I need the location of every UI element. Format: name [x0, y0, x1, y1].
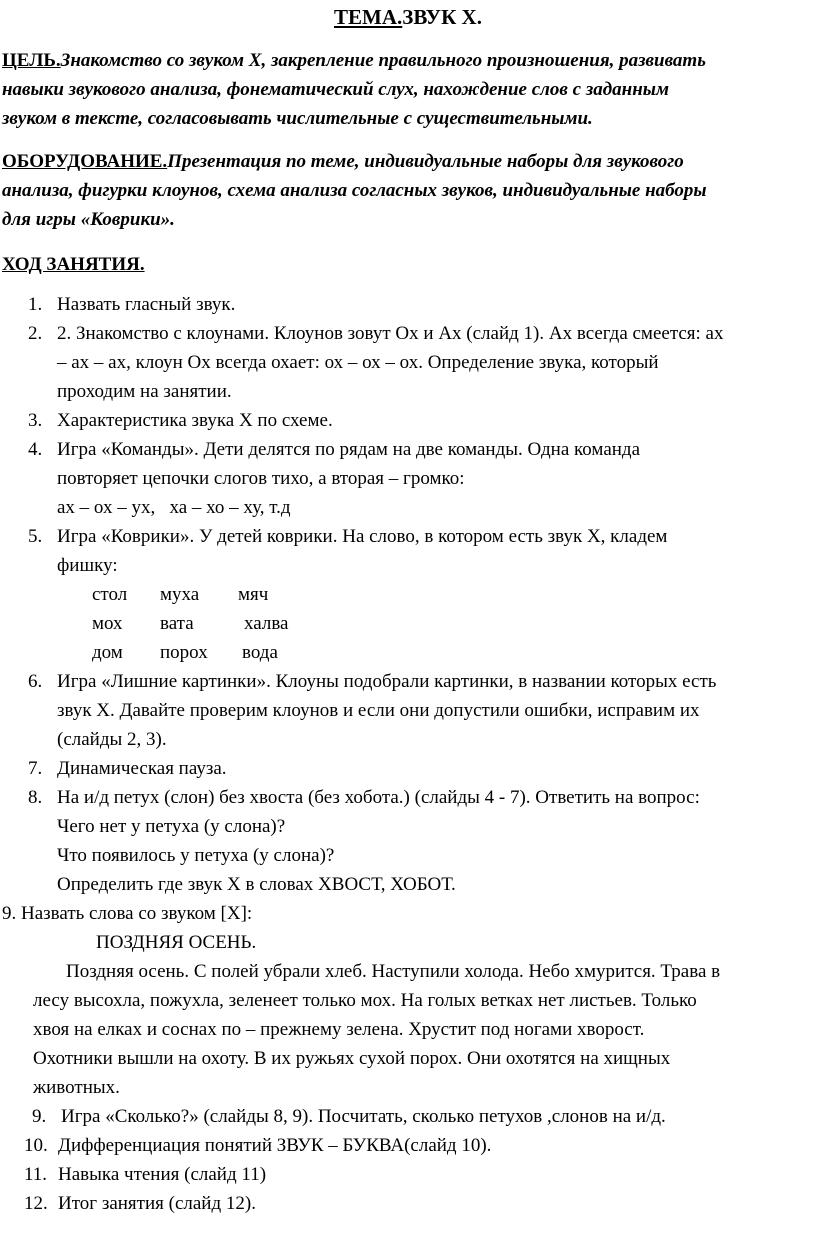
step-text: Дифференциация понятий ЗВУК – БУКВА(слайд 10). [58, 1135, 492, 1156]
equipment-line-3: для игры «Коврики». [2, 209, 175, 230]
step-text: Игра «Коврики». У детей коврики. На слово, в котором есть звук Х, кладем [57, 526, 668, 547]
step-number: 6. [28, 671, 43, 692]
equipment-line-1: ОБОРУДОВАНИЕ.Презентация по теме, индивидуальные наборы для звукового [2, 151, 684, 172]
story-line: Охотники вышли на охоту. В их ружьях сухой порох. Они охотятся на хищных [33, 1048, 671, 1069]
word-cell: дом [92, 642, 123, 663]
title-label: ТЕМА. [334, 5, 403, 29]
page-title [0, 2, 816, 32]
word-cell: муха [160, 584, 200, 605]
word-cell: мяч [238, 584, 269, 605]
step-text: Игра «Команды». Дети делятся по рядам на две команды. Одна команда [57, 439, 641, 460]
step-number: 1. [28, 294, 43, 315]
goal-line-1: ЦЕЛЬ.Знакомство со звуком Х, закрепление правильного произношения, развивать [2, 50, 706, 71]
title-text: ЗВУК Х. [402, 5, 482, 29]
step-text: ах – ох – ух, ха – хо – ху, т.д [57, 497, 291, 518]
step-text: проходим на занятии. [57, 381, 232, 402]
equipment-line-2: анализа, фигурки клоунов, схема анализа согласных звуков, индивидуальные наборы [2, 180, 707, 201]
goal-line-3: звуком в тексте, согласовывать числительные с существительными. [2, 108, 593, 129]
word-cell: мох [92, 613, 123, 634]
step-number: 4. [28, 439, 43, 460]
step-number: 5. [28, 526, 43, 547]
step-text: Игра «Сколько?» (слайды 8, 9). Посчитать, сколько петухов ,слонов на и/д. [61, 1106, 666, 1127]
goal-label: ЦЕЛЬ. [2, 50, 61, 71]
word-cell: вода [242, 642, 278, 663]
step-number: 11. [24, 1164, 48, 1185]
step-text: фишку: [57, 555, 118, 576]
lesson-heading: ХОД ЗАНЯТИЯ. [2, 254, 145, 275]
step-number: 2. [28, 323, 43, 344]
step-text: Чего нет у петуха (у слона)? [57, 816, 286, 837]
step-text: Что появилось у петуха (у слона)? [57, 845, 335, 866]
story-line: хвоя на елках и соснах по – прежнему зелена. Хрустит под ногами хворост. [33, 1019, 645, 1040]
step-text: (слайды 2, 3). [57, 729, 167, 750]
step-text: Игра «Лишние картинки». Клоуны подобрали картинки, в названии которых есть [57, 671, 717, 692]
step-text: Динамическая пауза. [57, 758, 227, 779]
step-9-heading: 9. Назвать слова со звуком [Х]: [2, 903, 253, 924]
word-cell: вата [160, 613, 194, 634]
word-cell: порох [160, 642, 208, 663]
step-text: Итог занятия (слайд 12). [58, 1193, 256, 1214]
step-text: На и/д петух (слон) без хвоста (без хобота.) (слайды 4 - 7). Ответить на вопрос: [57, 787, 700, 808]
word-cell: халва [244, 613, 289, 634]
step-number: 12. [24, 1193, 48, 1214]
story-line: животных. [33, 1077, 120, 1098]
step-number: 10. [24, 1135, 48, 1156]
story-title: ПОЗДНЯЯ ОСЕНЬ. [96, 932, 257, 953]
step-text: Определить где звук Х в словах ХВОСТ, ХОБОТ. [57, 874, 456, 895]
step-text: 2. Знакомство с клоунами. Клоунов зовут Ох и Ах (слайд 1). Ах всегда смеется: ах [57, 323, 724, 344]
story-line: лесу высохла, пожухла, зеленеет только мох. На голых ветках нет листьев. Только [33, 990, 697, 1011]
step-text: Характеристика звука Х по схеме. [57, 410, 333, 431]
equipment-label: ОБОРУДОВАНИЕ. [2, 151, 168, 172]
step-text: Навыка чтения (слайд 11) [58, 1164, 267, 1185]
step-number: 8. [28, 787, 43, 808]
step-text: звук Х. Давайте проверим клоунов и если они допустили ошибки, исправим их [57, 700, 700, 721]
step-text: Назвать гласный звук. [57, 294, 236, 315]
goal-line-2: навыки звукового анализа, фонематический слух, нахождение слов с заданным [2, 79, 669, 100]
step-number: 3. [28, 410, 43, 431]
word-cell: стол [92, 584, 128, 605]
step-number: 7. [28, 758, 43, 779]
story-line: Поздняя осень. С полей убрали хлеб. Наступили холода. Небо хмурится. Трава в [66, 961, 721, 982]
step-number: 9. [32, 1106, 47, 1127]
step-text: – ах – ах, клоун Ох всегда охает: ох – ох – ох. Определение звука, который [57, 352, 659, 373]
step-text: повторяет цепочки слогов тихо, а вторая – громко: [57, 468, 465, 489]
